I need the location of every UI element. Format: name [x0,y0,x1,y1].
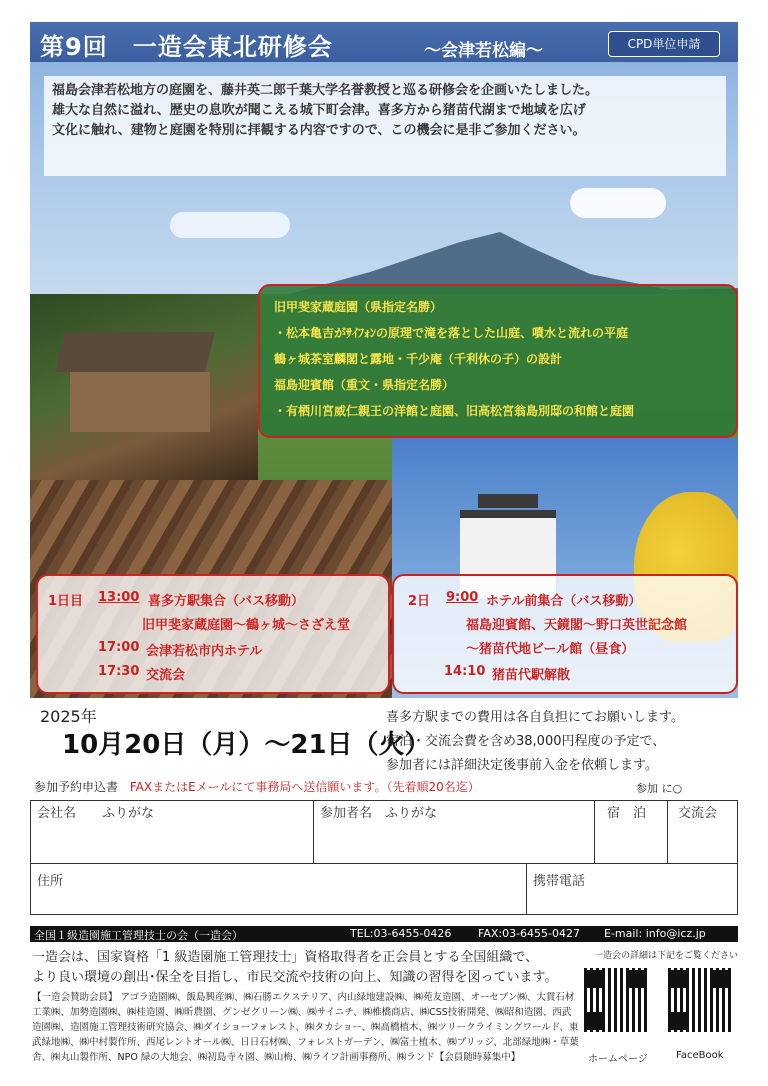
form-title-text: 参加予約申込書 [34,780,119,794]
homepage-qr-icon[interactable] [584,968,648,1032]
sight-item: 鶴ヶ城茶室麟閣と露地・千少庵（千利休の子）の設計 [274,352,563,366]
day1-item: 交流会 [146,668,186,683]
party-label: 交流会 [678,806,718,821]
mobile-field[interactable] [526,863,738,915]
footer-org-name: 全国１級造園施工管理技士の会（一造会） [34,929,243,942]
garden-house-roof [55,332,215,372]
footer-fax: FAX:03-6455-0427 [478,927,581,940]
sight-item: 福島迎賓館（重文・県指定名勝） [274,378,455,392]
org-description: より良い環境の創出･保全を目指し、市民交流や技術の向上、知識の習得を図っています。 [32,970,558,985]
sight-item: ・松本亀吉がｻｲﾌｫﾝの原理で滝を落とした山庭、噴水と流れの平庭 [274,326,629,340]
intro-line: 文化に触れ、建物と庭園を特別に拝観する内容ですので、この機会に是非ご参加ください。 [52,123,586,138]
day2-item: ホテル前集合（バス移動） [486,594,642,609]
stay-field[interactable] [594,800,668,864]
day2-label: 2日 [408,594,431,609]
day1-item: 喜多方駅集合（バス移動） [148,594,305,609]
detail-note: 一造会の詳細は下記をご覧ください [594,951,739,961]
garden-house-wall [70,372,210,432]
day2-time: 14:10 [444,664,486,679]
sight-item: 旧甲斐家蔵庭園（県指定名勝） [274,300,443,314]
company-name-label: 会社名 ふりがな [37,806,155,821]
homepage-qr-label: ホームページ [588,1054,648,1065]
facebook-qr-label: FaceBook [676,1050,724,1061]
day1-item: 会津若松市内ホテル [146,644,263,659]
company-name-field[interactable] [30,800,314,864]
day1-time: 13:00 [98,590,140,605]
cost-note: 喜多方駅までの費用は各自負担にてお願いします。 [386,710,684,725]
intro-line: 雄大な自然に溢れ、歴史の息吹が聞こえる城下町会津。喜多方から猪苗代湖まで地域を広げ [52,103,586,118]
day2-item: 福島迎賓館、天鏡閣～野口英世記念館 [466,618,688,633]
event-date: 10月20日（月）～21日（火） [62,730,431,760]
day2-time: 9:00 [446,590,479,605]
party-field[interactable] [667,800,738,864]
address-field[interactable] [30,863,527,915]
address-label: 住所 [37,874,64,889]
participant-name-label: 参加者名 ふりがな [320,806,438,821]
footer-email: E-mail: info@icz.jp [604,927,706,940]
day1-time: 17:30 [98,664,140,679]
page-title: 第9回 一造会東北研修会 [40,33,333,61]
sight-item: ・有栖川宮威仁親王の洋館と庭園、旧高松宮翁島別邸の和館と庭園 [274,404,635,418]
form-instruction: FAXまたはEメールにて事務局へ送信願います。（先着順20名迄） [129,780,480,794]
form-title [34,778,480,795]
stay-label: 宿 泊 [607,806,647,821]
day1-label: 1日目 [48,594,84,609]
intro-text [52,81,722,141]
cost-note: 参加者には詳細決定後事前入金を依頼します。 [386,758,658,773]
day2-item: ～猪苗代地ビール館（昼食） [466,642,635,657]
page-subtitle: ～会津若松編～ [424,41,543,61]
participant-name-field[interactable] [313,800,595,864]
mobile-label: 携帯電話 [533,874,586,889]
footer-tel: TEL:03-6455-0426 [350,927,452,940]
day1-item: 旧甲斐家蔵庭園～鶴ヶ城～さざえ堂 [142,618,351,633]
day2-item: 猪苗代駅解散 [492,668,571,683]
event-year: 2025年 [40,707,97,726]
sponsor-list: 【一造会賛助会員】 アゴラ造園㈱、飯島興産㈱、㈱石勝エクステリア、内山緑地建設㈱、㈱苑友造園、オーセブン㈱、大貫石材工業㈱、加勢造園㈱、㈱桂造園、㈱昕農園、グンゼグリーン㈱、㈱サイニチ、㈱椎橋商店、㈱CSS技術開発、㈱昭和造園、西武造園㈱、造園施工管理技術研究協会、㈱ダイショーフォレスト、㈱タカショー、㈱高橋植木、㈱ツリークライミングワールド、東武緑地㈱、㈱中村製作所、西尾レントオール㈱、日日石材㈱、フォレストガーデン、㈱富士植木、㈱ブリッジ、北部緑地㈱・草葉舎、㈱丸山製作所、NPO 緑の大地会、㈱初島寺々園、㈱山梅、㈱ライフ計画事務所、㈱ランド【会員随時募集中】 [32,992,579,1063]
cost-note: 宿泊・交流会費を含め38,000円程度の予定で、 [386,734,666,749]
participation-mark-note: 参加 に○ [636,782,683,795]
facebook-qr-icon[interactable] [668,968,732,1032]
day1-time: 17:00 [98,640,140,655]
cpd-apply-button[interactable]: CPD単位申請 [608,31,720,57]
org-description: 一造会は、国家資格「1 級造園施工管理技士」資格取得者を正会員とする全国組織で、 [32,950,539,965]
photo-collage [30,62,738,698]
intro-line: 福島会津若松地方の庭園を、藤井英二郎千葉大学名誉教授と巡る研修会を企画いたしました。 [52,83,599,98]
castle-roof [478,494,538,508]
